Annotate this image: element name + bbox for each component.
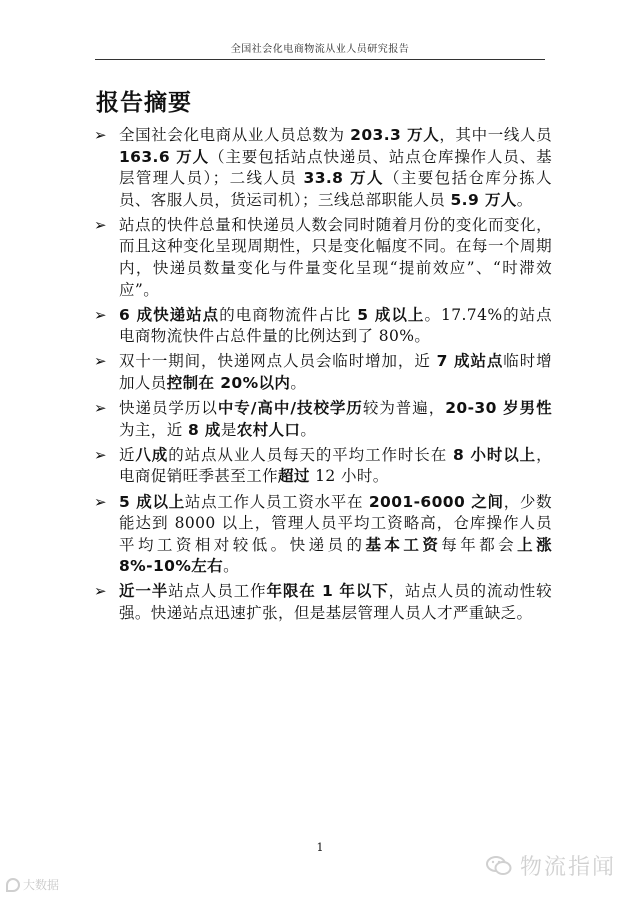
text-run: 的电商物流件占比 [219,305,358,324]
text-run: 每年都会 [441,535,518,554]
summary-item [94,351,552,394]
bold-text-run: 8 成 [187,420,221,439]
bold-text-run: 农村人口 [236,420,301,439]
watermark-right-text: 物流指闻 [519,855,616,880]
bold-text-run: 6 成快递站点 [119,305,220,324]
watermark-left [6,876,59,893]
arrow-bullet-icon: ➢ [94,352,107,371]
arrow-bullet-icon: ➢ [94,445,107,464]
arrow-bullet-icon: ➢ [94,305,107,324]
text-run: 站点工作人员工资水平在 [184,492,369,511]
bold-text-run: 中专/高中/技校学历 [217,399,363,418]
text-run: ，其中一线人员 [439,126,552,144]
bold-text-run: 上涨 8%-10%左右 [119,535,552,576]
text-run: 12 小时。 [309,467,389,486]
text-run: 站点的快件总量和快递员人数会同时随着月份的变化而变化，而且这种变化呈现周期性，只是变化幅度不同。在每一个周期内，快递员数量变化与件量变化呈现“提前效应”、“时滞效应”。 [119,215,552,299]
page-title: 报告摘要 [96,90,192,116]
bold-text-run: 年限在 1 年以下 [266,582,389,601]
text-run: ，少数能达到 8000 以上，管理人员平均工资略高，仓库操作人员平均工资相对较低。快递员的 [119,492,553,554]
text-run: 较为普遍， [362,399,446,418]
page-number: 1 [316,841,324,854]
bold-text-run: 5.9 万人 [450,190,517,209]
arrow-bullet-icon: ➢ [94,126,107,144]
header-divider [95,59,545,60]
bold-text-run: 163.6 万人 [119,147,209,166]
arrow-bullet-icon: ➢ [94,399,107,418]
arrow-bullet-icon: ➢ [94,582,107,601]
bold-text-run: 八成 [135,445,169,464]
summary-item [94,445,552,488]
text-run: 站点人员工作 [168,582,267,601]
text-run: 近 [119,445,136,464]
text-run: 快递员学历以 [119,399,218,418]
bold-text-run: 8 小时以上 [452,445,537,464]
summary-item [94,305,552,348]
bold-text-run: 33.8 万人 [303,169,384,188]
text-run: 。 [516,190,533,209]
summary-item [94,581,552,624]
bold-text-run: 7 成站点 [436,352,504,371]
summary-list [94,125,552,628]
bold-text-run: 超过 [278,467,310,486]
bold-text-run: 控制在 20%以内 [166,374,291,393]
wechat-icon [486,855,512,877]
text-run: 。 [223,557,239,576]
text-run: 。17.74%的站点电商物流快件占总件量的比例达到了 80%。 [119,305,553,346]
text-run: 双十一期间，快递网点人员会临时增加，近 [119,352,437,371]
text-run: （主要包括站点快递员、站点仓库操作人员、基层管理人员）；二线人员 [119,147,553,188]
arrow-bullet-icon: ➢ [94,215,107,234]
bold-text-run: 近一半 [119,582,169,601]
weibo-icon [6,878,20,892]
bold-text-run: 5 成以上 [357,305,425,324]
running-header: 全国社会化电商物流从业人员研究报告 [230,44,410,55]
watermark-left-text: 大数据 [23,878,60,892]
text-run: ，电商促销旺季甚至工作 [119,445,552,486]
summary-item [94,398,552,441]
arrow-bullet-icon: ➢ [94,492,107,511]
bold-text-run: 20-30 岁男性 [445,399,552,418]
text-run: 为主，近 [119,420,188,439]
bold-text-run: 基本工资 [365,535,442,554]
summary-item [94,125,552,211]
watermark-right [486,850,616,881]
summary-item [94,492,552,578]
text-run: 。 [290,374,307,393]
bold-text-run: 5 成以上 [119,492,185,511]
text-run: ，站点人员的流动性较强。快递站点迅速扩张，但是基层管理人员人才严重缺乏。 [119,582,553,622]
bold-text-run: 2001-6000 之间 [368,492,504,511]
text-run: 临时增加人员 [119,352,552,393]
text-run: 全国社会化电商从业人员总数为 [119,126,351,144]
text-run: 。 [300,420,317,439]
text-run: 的站点从业人员每天的平均工作时长在 [168,445,453,464]
summary-item [94,215,552,301]
text-run: （主要包括仓库分拣人员、客服人员，货运司机）；三线总部职能人员 [119,169,552,209]
bold-text-run: 203.3 万人 [350,126,440,144]
text-run: 是 [220,420,237,439]
